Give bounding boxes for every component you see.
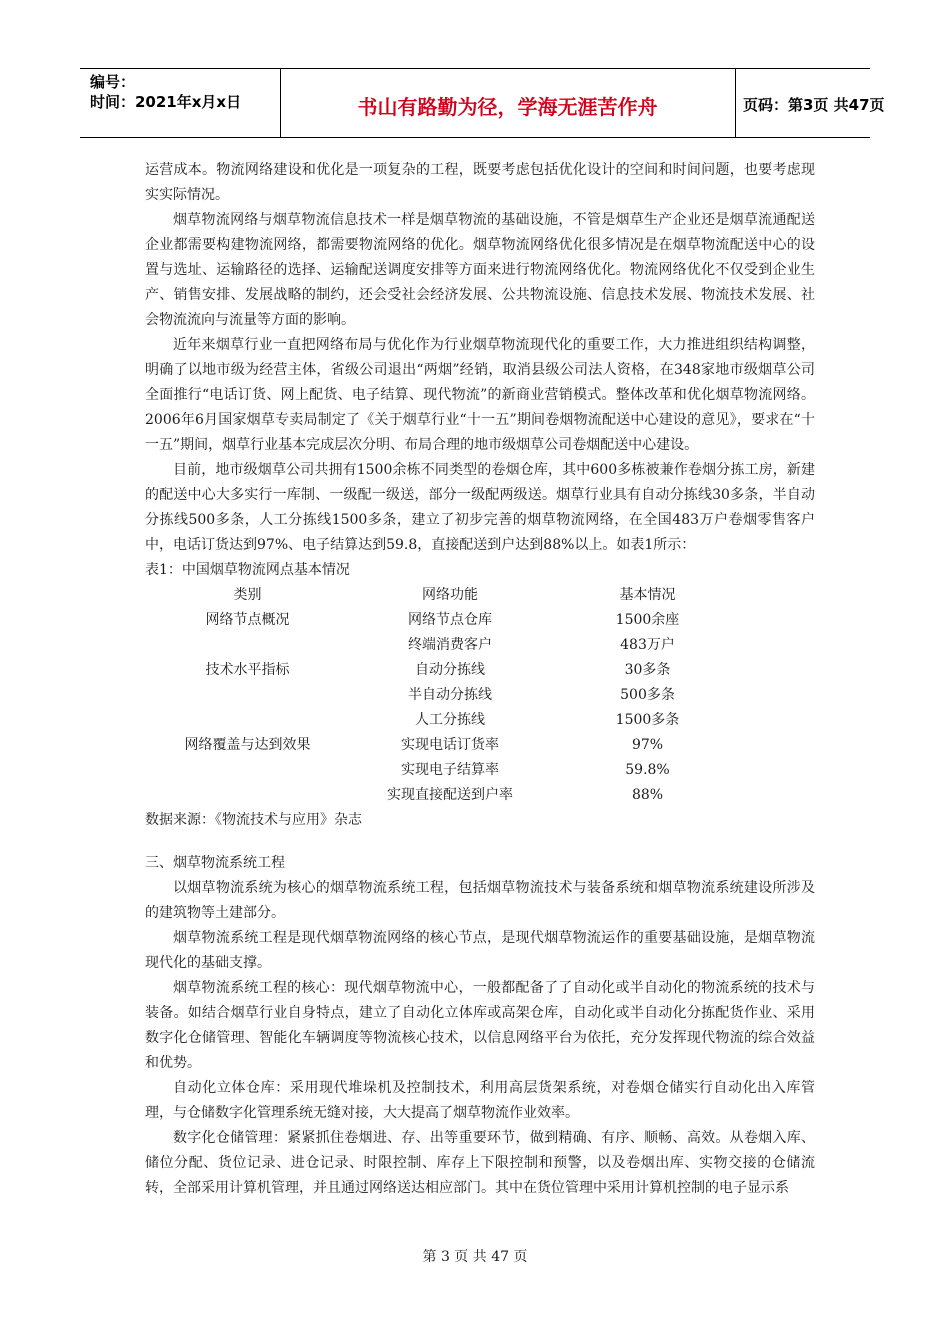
table-header-cell: 类别 — [233, 587, 262, 603]
table-cell: 技术水平指标 — [205, 662, 290, 678]
paragraph: 烟草物流网络与烟草物流信息技术一样是烟草物流的基础设施，不管是烟草生产企业还是烟草流通配送企业都需要构建物流网络，都需要物流网络的优化。烟草物流网络优化很多情况是在烟草物流配送中心的设置与选址、运输路径的选择、运输配送调度安排等方面来进行物流网络优化。物流网络优化不仅受到企业生产、销售安排、发展战略的制约，还会受社会经济发展、公共物流设施、信息技术发展、物流技术发展、社会物流流向与流量等方面的影响。 — [145, 212, 815, 328]
table-row — [145, 683, 745, 708]
paragraph: 烟草物流系统工程的核心：现代烟草物流中心，一般都配备了了自动化或半自动化的物流系统的技术与装备。如结合烟草行业自身特点，建立了自动化立体库或高架仓库，自动化或半自动化分拣配货作业、采用数字化仓储管理、智能化车辆调度等物流核心技术，以信息网络平台为依托，充分发挥现代物流的综合效益和优势。 — [145, 980, 815, 1071]
table-cell: 人工分拣线 — [415, 712, 485, 728]
header-page-info: 页码：第3页 共47页 — [743, 96, 885, 114]
serial-label: 编号： — [90, 73, 136, 91]
page-header — [80, 68, 885, 138]
header-right-cell — [735, 69, 885, 137]
table-row — [145, 658, 745, 683]
table-cell — [145, 783, 350, 808]
table-cell: 实现电子结算率 — [401, 762, 499, 778]
table-row — [145, 733, 745, 758]
table-cell: 30多条 — [624, 662, 671, 678]
table-header-cell: 基本情况 — [619, 587, 676, 603]
page-footer: 第 3 页 共 47 页 — [422, 1249, 528, 1265]
table-cell — [145, 683, 350, 708]
table-cell: 网络节点仓库 — [408, 612, 492, 628]
table-cell: 97% — [631, 737, 664, 753]
table-row — [145, 758, 745, 783]
header-middle-cell — [280, 69, 736, 137]
spacer — [145, 833, 815, 851]
paragraph: 数字化仓储管理：紧紧抓住卷烟进、存、出等重要环节，做到精确、有序、顺畅、高效。从卷烟入库、储位分配、货位记录、进仓记录、时限控制、库存上下限控制和预警，以及卷烟出库、实物交接的仓储流转，全部采用计算机管理，并且通过网络送达相应部门。其中在货位管理中采用计算机控制的电子显示系 — [145, 1130, 815, 1196]
network-table — [145, 583, 745, 808]
document-body — [145, 158, 815, 1201]
table-cell: 88% — [631, 787, 664, 803]
table-row — [145, 633, 745, 658]
table-cell: 1500多条 — [615, 712, 680, 728]
table-cell: 实现电话订货率 — [401, 737, 499, 753]
table-cell: 终端消费客户 — [408, 637, 492, 653]
paragraph: 近年来烟草行业一直把网络布局与优化作为行业烟草物流现代化的重要工作，大力推进组织结构调整，明确了以地市级为经营主体，省级公司退出“两烟”经销，取消县级公司法人资格，在348家地市级烟草公司全面推行“电话订货、网上配货、电子结算、现代物流”的新商业营销模式。整体改革和优化烟草物流网络。2006年6月国家烟草专卖局制定了《关于烟草行业“十一五”期间卷烟物流配送中心建设的意见》，要求在“十一五”期间，烟草行业基本完成层次分明、布局合理的地市级烟草公司卷烟配送中心建设。 — [145, 337, 815, 453]
table-row — [145, 783, 745, 808]
table-header-row — [145, 583, 745, 608]
paragraph: 目前，地市级烟草公司共拥有1500余栋不同类型的卷烟仓库，其中600多栋被兼作卷烟分拣工房，新建的配送中心大多实行一库制、一级配一级送，部分一级配两级送。烟草行业具有自动分拣线30多条，半自动分拣线500多条，人工分拣线1500多条，建立了初步完善的烟草物流网络，在全国483万户卷烟零售客户中，电话订货达到97%、电子结算达到59.8，直接配送到户达到88%以上。如表1所示： — [145, 462, 815, 553]
table-cell: 网络覆盖与达到效果 — [184, 737, 311, 753]
table-cell: 实现直接配送到户率 — [387, 787, 513, 803]
table-cell — [145, 758, 350, 783]
table-row — [145, 608, 745, 633]
paragraph: 运营成本。物流网络建设和优化是一项复杂的工程，既要考虑包括优化设计的空间和时间问题，也要考虑现实实际情况。 — [145, 162, 815, 203]
table-cell: 自动分拣线 — [415, 662, 485, 678]
data-source: 数据来源：《物流技术与应用》杂志 — [145, 812, 362, 828]
header-left-cell — [80, 69, 281, 137]
table-cell: 网络节点概况 — [205, 612, 290, 628]
table-caption: 表1：中国烟草物流网点基本情况 — [145, 562, 350, 578]
table-cell: 半自动分拣线 — [408, 687, 492, 703]
paragraph: 自动化立体仓库：采用现代堆垛机及控制技术，利用高层货架系统，对卷烟仓储实行自动化出入库管理，与仓储数字化管理系统无缝对接，大大提高了烟草物流作业效率。 — [145, 1080, 815, 1121]
header-motto: 书山有路勤为径，学海无涯苦作舟 — [357, 95, 658, 119]
table-cell: 483万户 — [620, 637, 675, 653]
table-cell: 1500余座 — [615, 612, 680, 628]
table-cell: 500多条 — [620, 687, 675, 703]
table-header-cell: 网络功能 — [422, 587, 478, 603]
paragraph: 烟草物流系统工程是现代烟草物流网络的核心节点，是现代烟草物流运作的重要基础设施，是烟草物流现代化的基础支撑。 — [145, 930, 815, 971]
date-label: 时间：2021年x月x日 — [90, 93, 242, 111]
table-cell — [145, 633, 350, 658]
table-cell — [145, 708, 350, 733]
section-title: 三、烟草物流系统工程 — [145, 855, 285, 871]
table-cell: 59.8% — [625, 762, 670, 778]
paragraph: 以烟草物流系统为核心的烟草物流系统工程，包括烟草物流技术与装备系统和烟草物流系统建设所涉及的建筑物等土建部分。 — [145, 880, 815, 921]
table-row — [145, 708, 745, 733]
